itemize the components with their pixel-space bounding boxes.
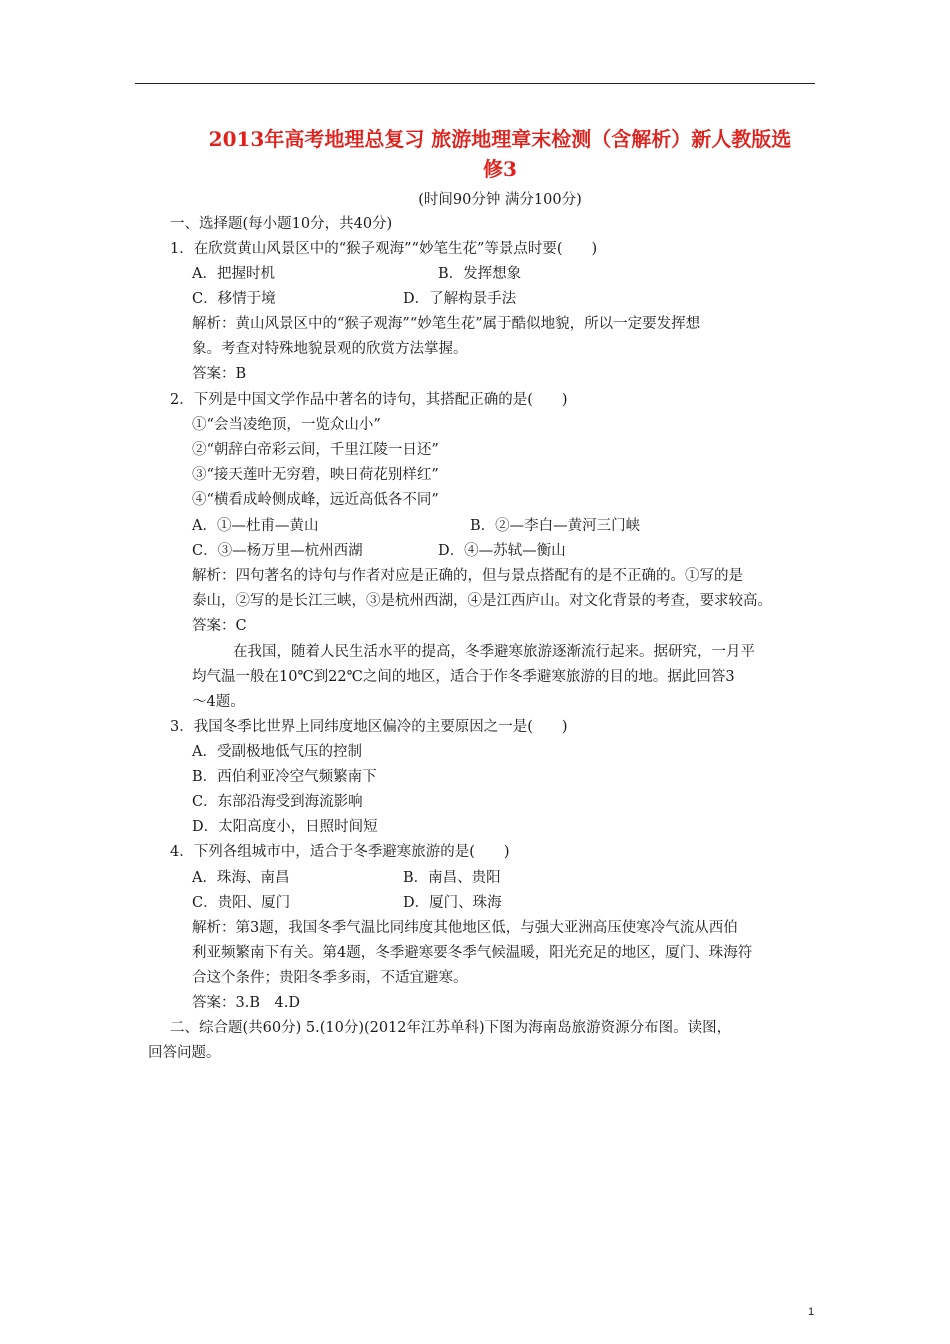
question-2-poem-1: ①“会当凌绝顶，一览众山小”: [192, 417, 381, 433]
passage-intro-line-3: ～4题。: [192, 694, 245, 710]
question-3-option-b: B．西伯利亚冷空气频繁南下: [192, 769, 377, 785]
question-2-stem: 2．下列是中国文学作品中著名的诗句，其搭配正确的是( ): [170, 392, 568, 408]
question-4-explanation-cont: 利亚频繁南下有关。第4题，冬季避寒要冬季气候温暖，阳光充足的地区，厦门、珠海符: [192, 945, 753, 961]
question-2-explanation-cont: 泰山，②写的是长江三峡，③是杭州西湖，④是江西庐山。对文化背景的考查，要求较高。: [192, 593, 772, 609]
question-2-poem-3: ③“接天莲叶无穷碧，映日荷花别样红”: [192, 467, 439, 483]
passage-intro-line-1: 在我国，随着人民生活水平的提高，冬季避寒旅游逐渐流行起来。据研究，一月平: [233, 644, 755, 660]
question-1-answer: 答案：B: [192, 366, 247, 382]
question-3-option-c: C．东部沿海受到海流影响: [192, 794, 363, 810]
question-2-explanation: 解析：四句著名的诗句与作者对应是正确的，但与景点搭配有的是不正确的。①写的是: [192, 568, 743, 584]
document-title: [150, 124, 850, 184]
question-3-stem: 3．我国冬季比世界上同纬度地区偏冷的主要原因之一是( ): [170, 719, 568, 735]
question-4-answer: 答案：3.B 4.D: [192, 995, 300, 1011]
question-3-option-d: D．太阳高度小，日照时间短: [192, 819, 378, 835]
title-line-2: 修3: [483, 157, 517, 181]
question-2-option-c: C．③—杨万里—杭州西湖: [192, 543, 363, 559]
passage-intro-line-2: 均气温一般在10℃到22℃之间的地区，适合于作冬季避寒旅游的目的地。据此回答3: [192, 669, 735, 685]
question-4-option-c: C．贵阳、厦门: [192, 895, 291, 911]
question-4-explanation-end: 合这个条件；贵阳冬季多雨，不适宜避寒。: [192, 970, 468, 986]
question-1-option-c: C．移情于境: [192, 291, 276, 307]
header-rule: [135, 83, 815, 84]
question-2-poem-4: ④“横看成岭侧成峰，远近高低各不同”: [192, 492, 439, 508]
question-4-option-d: D．厦门、珠海: [403, 895, 502, 911]
question-4-explanation: 解析：第3题，我国冬季气温比同纬度其他地区低，与强大亚洲高压使寒冷气流从西伯: [192, 920, 738, 936]
question-1-explanation: 解析：黄山风景区中的“猴子观海”“妙笔生花”属于酷似地貌，所以一定要发挥想: [192, 316, 701, 332]
question-4-option-a: A．珠海、南昌: [192, 870, 290, 886]
question-2-answer: 答案：C: [192, 618, 247, 634]
question-2-option-d: D．④—苏轼—衡山: [438, 543, 566, 559]
page-number: 1: [808, 1306, 815, 1318]
question-3-option-a: A．受副极地低气压的控制: [192, 744, 362, 760]
exam-info: (时间90分钟 满分100分): [418, 192, 582, 208]
question-2-poem-2: ②“朝辞白帝彩云间，千里江陵一日还”: [192, 442, 439, 458]
question-1-option-d: D．了解构景手法: [403, 291, 517, 307]
question-2-option-b: B．②—李白—黄河三门峡: [470, 518, 641, 534]
question-1-option-b: B．发挥想象: [438, 266, 522, 282]
question-2-option-a: A．①—杜甫—黄山: [192, 518, 319, 534]
question-4-stem: 4．下列各组城市中，适合于冬季避寒旅游的是( ): [170, 844, 510, 860]
section-2-continuation: 回答问题。: [148, 1045, 221, 1061]
question-4-option-b: B．南昌、贵阳: [403, 870, 501, 886]
question-1-option-a: A．把握时机: [192, 266, 275, 282]
title-line-1: 2013年高考地理总复习 旅游地理章末检测（含解析）新人教版选: [208, 127, 792, 151]
question-1-explanation-cont: 象。考查对特殊地貌景观的欣赏方法掌握。: [192, 341, 468, 357]
section-heading-2: 二、综合题(共60分) 5.(10分)(2012年江苏单科)下图为海南岛旅游资源分布图。读图，: [170, 1020, 732, 1036]
section-heading-1: 一、选择题(每小题10分，共40分): [170, 216, 393, 232]
question-1-stem: 1．在欣赏黄山风景区中的“猴子观海”“妙笔生花”等景点时要( ): [170, 241, 598, 257]
